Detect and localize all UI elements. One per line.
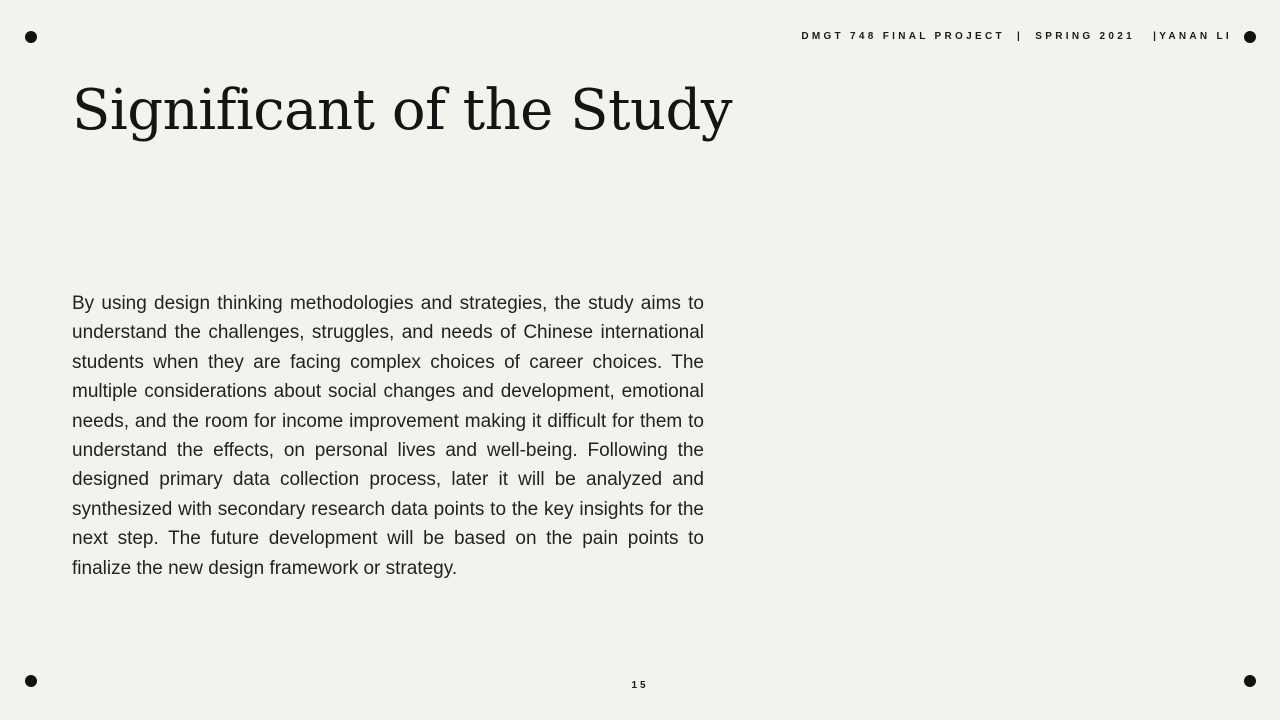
page-title: Significant of the Study [72, 78, 733, 143]
corner-dot-top-left [25, 31, 37, 43]
corner-dot-top-right [1244, 31, 1256, 43]
page-number: 15 [631, 680, 649, 691]
header-meta: DMGT 748 FINAL PROJECT | SPRING 2021 |YANAN LI [801, 31, 1232, 42]
body-paragraph: By using design thinking methodologies and strategies, the study aims to understand the challenges, struggles, and needs of Chinese international students when they are facing complex choices of career choices. The multiple considerations about social changes and development, emotional needs, and the room for income improvement making it difficult for them to understand the effects, on personal lives and well-being. Following the designed primary data collection process, later it will be analyzed and synthesized with secondary research data points to the key insights for the next step. The future development will be based on the pain points to finalize the new design framework or strategy. [72, 293, 704, 579]
